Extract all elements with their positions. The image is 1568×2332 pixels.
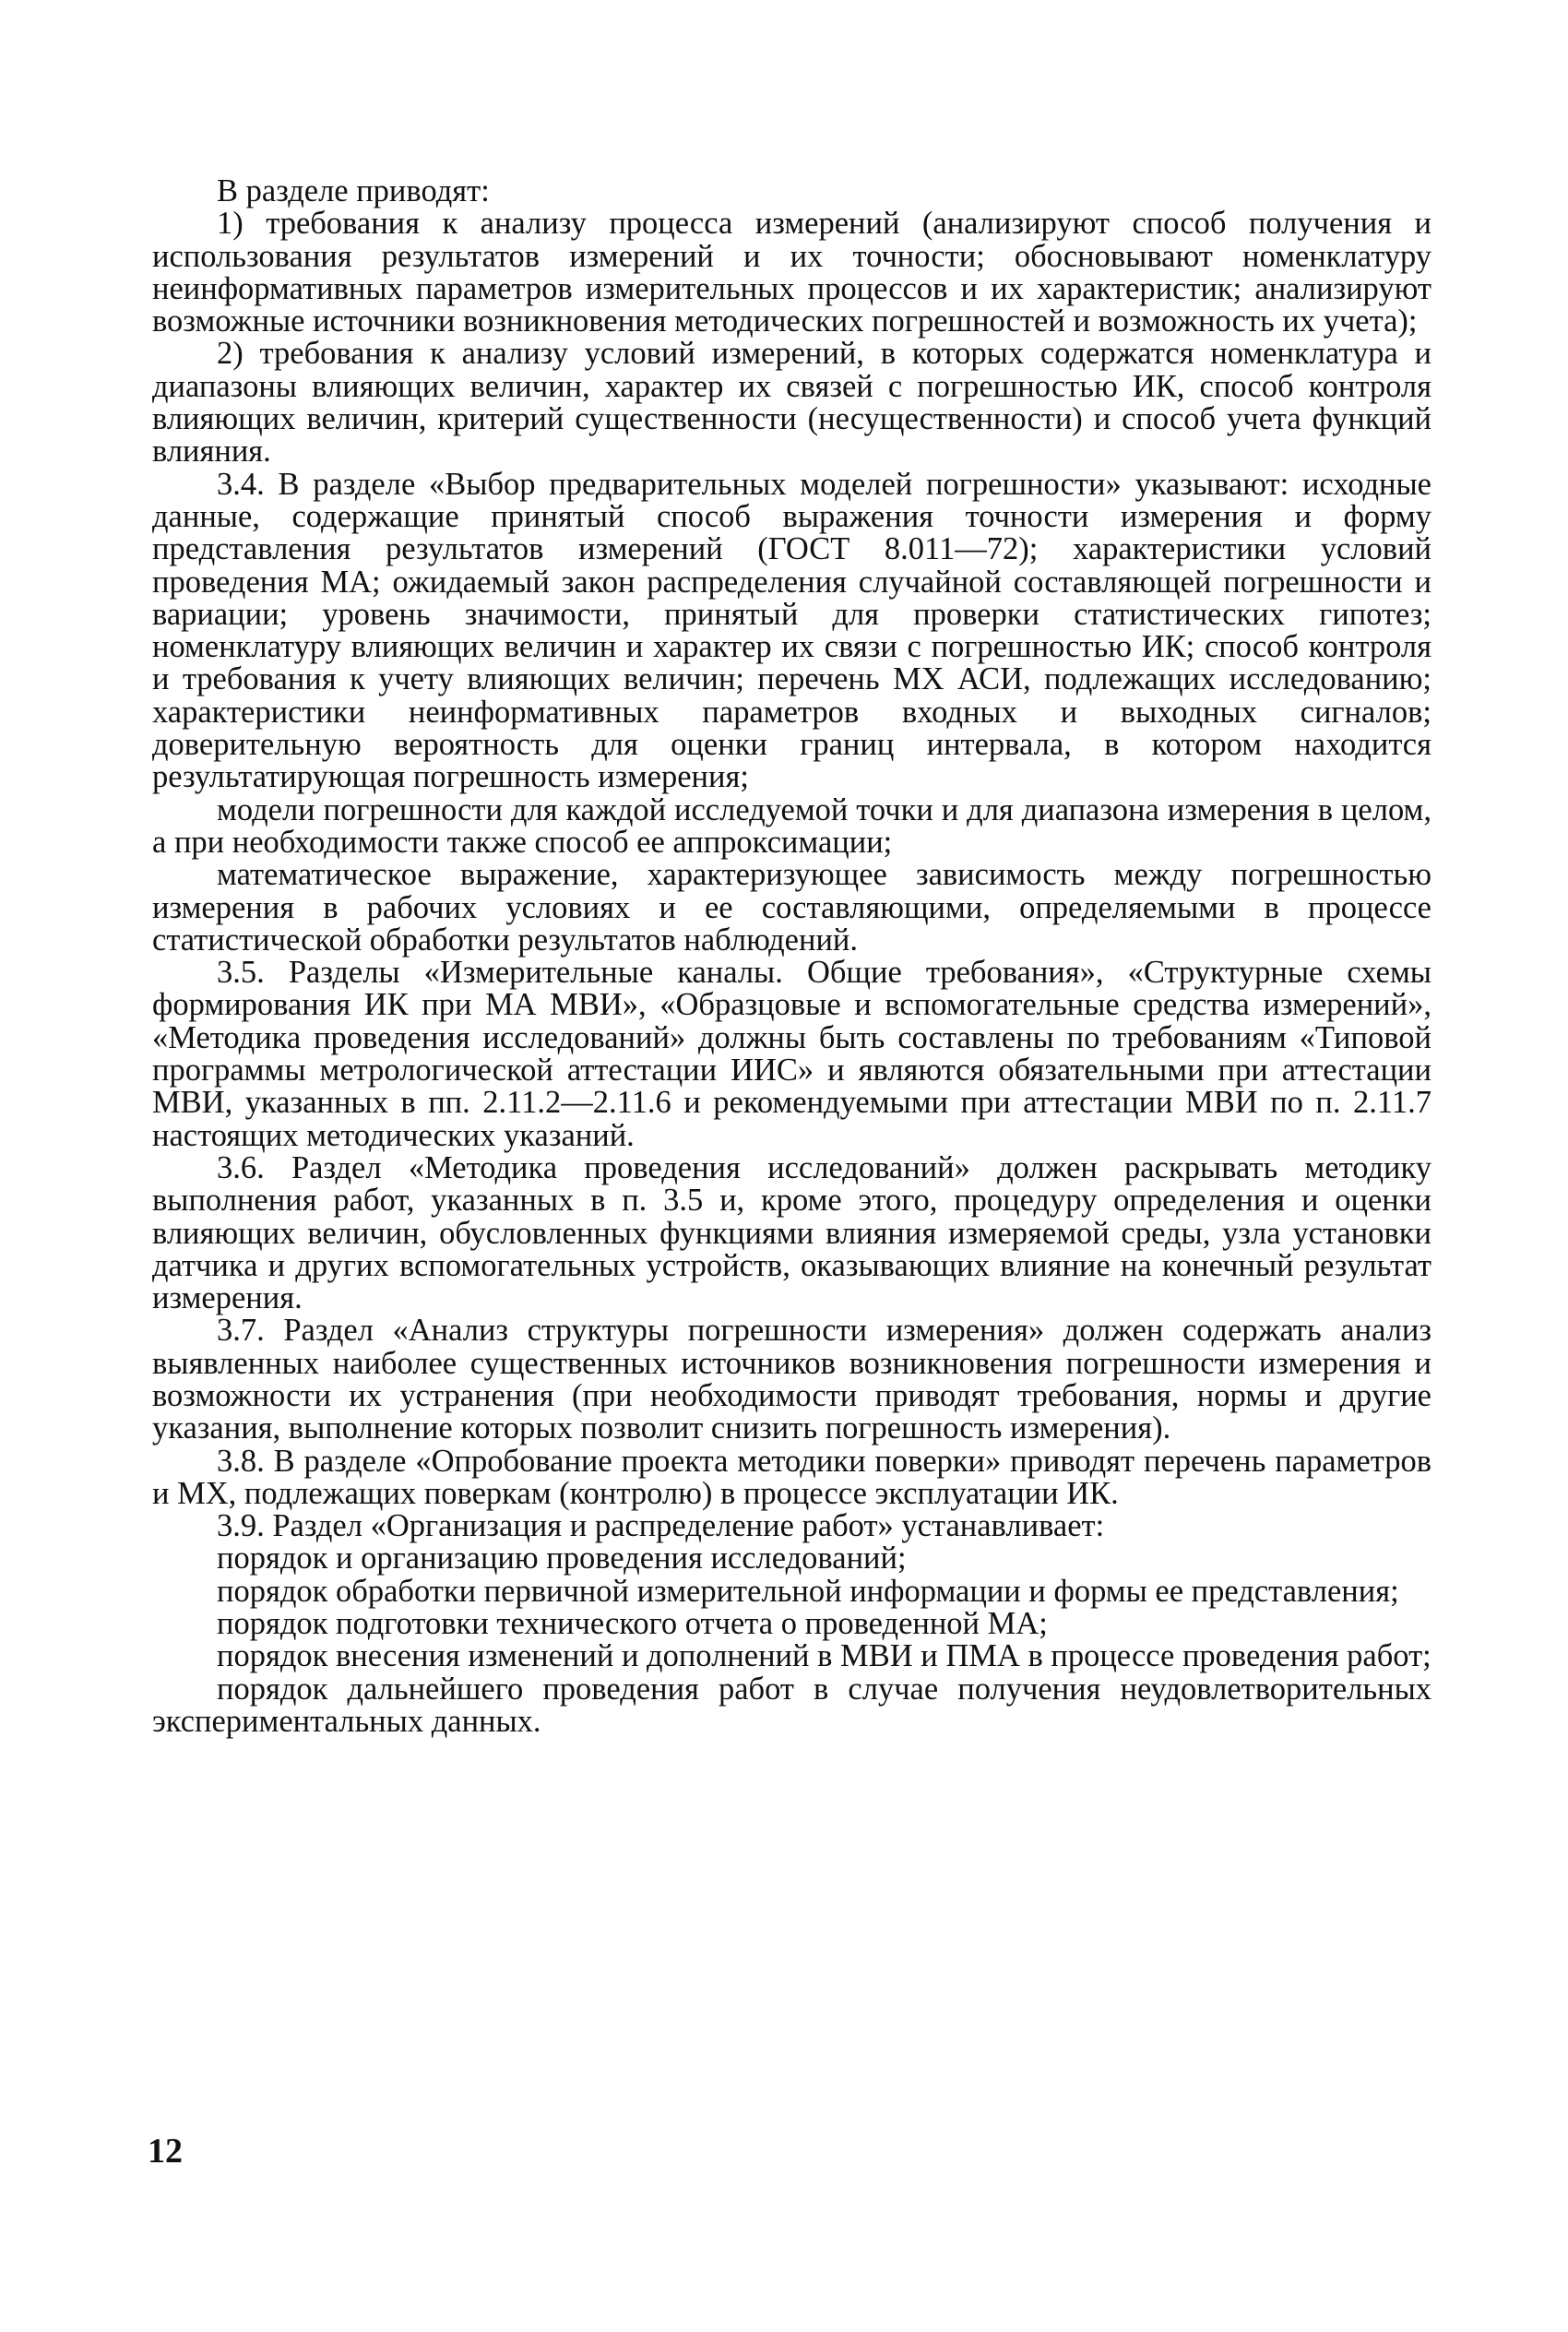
paragraph-3-9-item-3: порядок подготовки технического отчета о проведенной МА; xyxy=(217,1606,1048,1642)
paragraph-3-9-item-1: порядок и организацию проведения исследований; xyxy=(217,1541,907,1576)
paragraph-3-8: 3.8. В разделе «Опробование проекта методики поверки» приводят перечень параметров и МХ, подлежащих поверкам (контролю) в процессе эксплуатации ИК. xyxy=(152,1443,1431,1511)
paragraph-3-9-item-2: порядок обработки первичной измерительной информации и формы ее представления; xyxy=(217,1573,1399,1609)
paragraph-intro: В разделе приводят: xyxy=(217,173,490,208)
paragraph-3-6: 3.6. Раздел «Методика проведения исследований» должен раскрывать методику выполнения работ, указанных в п. 3.5 и, кроме этого, процедуру определения и оценки влияющих величин, обусловленных функциями влияния измеряемой среды, узла установки датчика и других вспомогательных устройств, оказывающих влияние на конечный результат измерения. xyxy=(152,1149,1431,1316)
paragraph-3-5: 3.5. Разделы «Измерительные каналы. Общие требования», «Структурные схемы формирования ИК при МА МВИ», «Образцовые и вспомогательные средства измерений», «Методика проведения исследований» должны быть составлены по требованиям «Типовой программы метрологической аттестации ИИС» и являются обязательными при аттестации МВИ, указанных в пп. 2.11.2—2.11.6 и рекомендуемыми при аттестации МВИ по п. 2.11.7 настоящих методических указаний. xyxy=(152,955,1431,1153)
paragraph-3-4: 3.4. В разделе «Выбор предварительных моделей погрешности» указывают: исходные данные, содержащие принятый способ выражения точности измерения и форму представления результатов измерений (ГОСТ 8.011—72); характеристики условий проведения МА; ожидаемый закон распределения случайной составляющей погрешности и вариации; уровень значимости, принятый для проверки статистических гипотез; номенклатуру влияющих величин и характер их связи с погрешностью ИК; способ контроля и требования к учету влияющих величин; перечень МХ АСИ, подлежащих исследованию; характеристики неинформативных параметров входных и выходных сигналов; доверительную вероятность для оценки границ интервала, в котором находится результатирующая погрешность измерения; xyxy=(152,466,1431,795)
paragraph-3-9-item-4: порядок внесения изменений и дополнений в МВИ и ПМА в процессе проведения работ; xyxy=(217,1638,1431,1674)
paragraph-3-7: 3.7. Раздел «Анализ структуры погрешности измерения» должен содержать анализ выявленных наиболее существенных источников возникновения погрешности измерения и возможности их устранения (при необходимости приводят требования, нормы и другие указания, выполнение которых позволит снизить погрешность измерения). xyxy=(152,1313,1431,1446)
paragraph-3-9-item-5: порядок дальнейшего проведения работ в случае получения неудовлетворительных экспериментальных данных. xyxy=(152,1671,1431,1739)
paragraph-3-4-math: математическое выражение, характеризующее зависимость между погрешностью измерения в рабочих условиях и ее составляющими, определяемыми в процессе статистической обработки результатов наблюдений. xyxy=(152,857,1431,958)
page-body xyxy=(152,175,1431,1738)
paragraph-3-9: 3.9. Раздел «Организация и распределение работ» устанавливает: xyxy=(217,1508,1105,1544)
paragraph-item-2: 2) требования к анализу условий измерений, в которых содержатся номенклатура и диапазоны влияющих величин, характер их связей с погрешностью ИК, способ контроля влияющих величин, критерий существенности (несущественности) и способ учета функций влияния. xyxy=(152,336,1431,470)
page-number: 12 xyxy=(148,2132,183,2171)
paragraph-3-4-models: модели погрешности для каждой исследуемой точки и для диапазона измерения в целом, а при необходимости также способ ее аппроксимации; xyxy=(152,791,1431,860)
paragraph-item-1: 1) требования к анализу процесса измерений (анализируют способ получения и использования результатов измерений и их точности; обосновывают номенклатуру неинформативных параметров измерительных процессов и их характеристик; анализируют возможные источники возникновения методических погрешностей и возможность их учета); xyxy=(152,206,1431,339)
